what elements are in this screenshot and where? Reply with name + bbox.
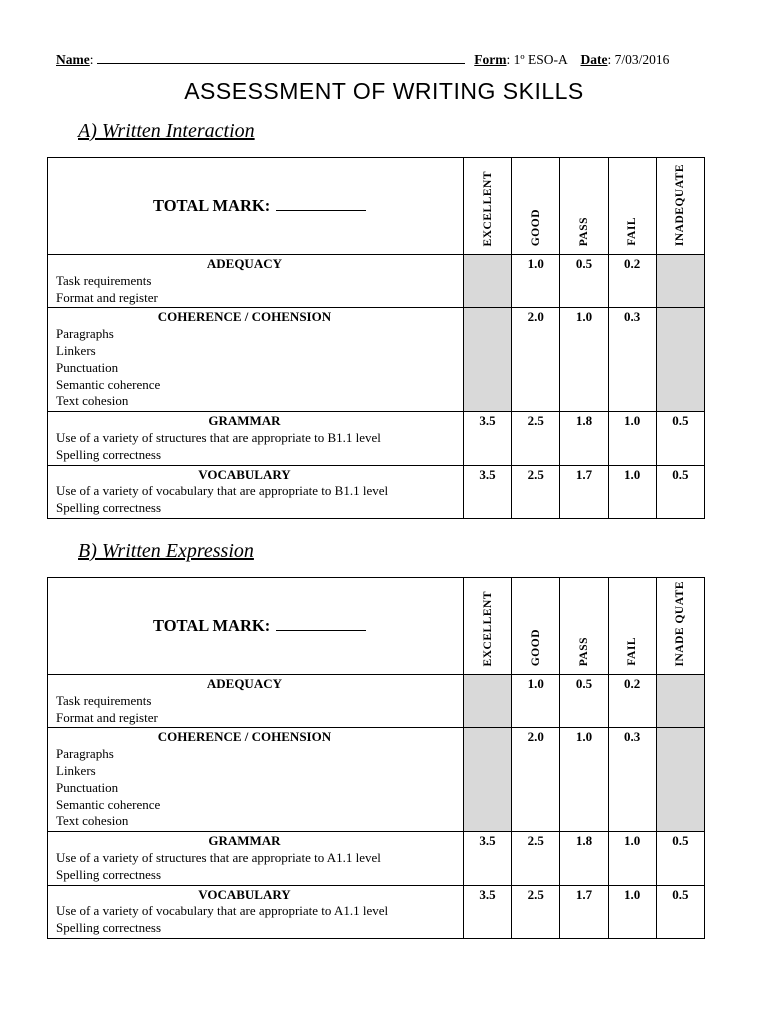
- column-header: [656, 158, 704, 255]
- section-a-heading: A) Written Interaction: [78, 120, 255, 142]
- criterion-item: Use of a variety of structures that are appropriate to A1.1 level: [56, 849, 381, 865]
- score-cell: 0.3: [608, 728, 656, 832]
- shaded-score-cell: [656, 255, 704, 308]
- form-label: Form: [474, 52, 507, 67]
- column-header: [512, 578, 560, 675]
- column-header-label: EXCELLENT: [481, 590, 494, 666]
- column-header: [656, 578, 704, 675]
- total-mark-label: TOTAL MARK:: [153, 616, 271, 635]
- table-row: [48, 412, 705, 465]
- column-header-label: FAIL: [626, 637, 639, 666]
- column-header: [512, 158, 560, 255]
- table-row: [48, 885, 705, 938]
- total-mark-label: TOTAL MARK:: [153, 196, 271, 215]
- criterion-name: COHERENCE / COHENSION: [157, 729, 332, 745]
- total-mark-field[interactable]: [276, 196, 366, 211]
- column-header: [560, 578, 608, 675]
- shaded-score-cell: [463, 308, 511, 412]
- column-header: [560, 158, 608, 255]
- header-line: Name: Form: 1º ESO-A Date: 7/03/2016: [56, 52, 670, 67]
- criterion-item: Format and register: [56, 289, 158, 305]
- criterion-name: ADEQUACY: [206, 256, 282, 271]
- column-header: [463, 158, 511, 255]
- score-cell: 1.0: [512, 675, 560, 728]
- score-cell: 1.7: [560, 885, 608, 938]
- name-label: Name: [56, 52, 90, 67]
- criterion-cell: [48, 832, 464, 885]
- criterion-item: Paragraphs: [56, 746, 114, 762]
- name-field[interactable]: [97, 51, 465, 64]
- criterion-item: Paragraphs: [56, 326, 114, 342]
- table-header-row: [48, 158, 705, 255]
- criterion-item: Use of a variety of vocabulary that are appropriate to B1.1 level: [56, 483, 389, 499]
- total-mark-cell: [48, 578, 464, 675]
- section-a-table: [47, 157, 705, 519]
- score-cell: 1.0: [512, 255, 560, 308]
- score-cell: 1.0: [608, 885, 656, 938]
- score-cell: 1.8: [560, 412, 608, 465]
- table-row: [48, 255, 705, 308]
- criterion-item: Linkers: [56, 342, 96, 358]
- date-label: Date: [580, 52, 608, 67]
- score-cell: 1.0: [560, 308, 608, 412]
- column-header-label: GOOD: [529, 208, 542, 246]
- score-cell: 1.0: [560, 728, 608, 832]
- criterion-item: Spelling correctness: [56, 866, 162, 882]
- score-cell: 0.5: [656, 465, 704, 518]
- score-cell: 0.2: [608, 255, 656, 308]
- score-cell: 2.0: [512, 308, 560, 412]
- score-cell: 2.5: [512, 832, 560, 885]
- criterion-cell: [48, 885, 464, 938]
- criterion-cell: [48, 675, 464, 728]
- score-cell: 1.8: [560, 832, 608, 885]
- criterion-cell: [48, 728, 464, 832]
- score-cell: 2.5: [512, 465, 560, 518]
- score-cell: 0.2: [608, 675, 656, 728]
- criterion-item: Format and register: [56, 709, 158, 725]
- table-row: [48, 728, 705, 832]
- table-header-row: [48, 578, 705, 675]
- score-cell: 1.0: [608, 412, 656, 465]
- criterion-name: GRAMMAR: [208, 833, 281, 849]
- score-cell: 3.5: [463, 832, 511, 885]
- criterion-item: Semantic coherence: [56, 796, 161, 812]
- score-cell: 2.5: [512, 885, 560, 938]
- column-header-label: INADE QUATE: [674, 580, 687, 666]
- date-value: 7/03/2016: [614, 52, 670, 67]
- score-cell: 2.5: [512, 412, 560, 465]
- criterion-item: Punctuation: [56, 779, 119, 795]
- shaded-score-cell: [463, 255, 511, 308]
- score-cell: 0.3: [608, 308, 656, 412]
- table-row: [48, 832, 705, 885]
- criterion-item: Text cohesion: [56, 813, 129, 829]
- section-b-table: [47, 577, 705, 939]
- column-header-label: INADEQUATE: [674, 163, 687, 246]
- total-mark-cell: [48, 158, 464, 255]
- score-cell: 0.5: [656, 832, 704, 885]
- score-cell: 0.5: [656, 412, 704, 465]
- criterion-item: Spelling correctness: [56, 500, 162, 516]
- table-row: [48, 308, 705, 412]
- criterion-name: GRAMMAR: [208, 413, 281, 429]
- score-cell: 3.5: [463, 885, 511, 938]
- criterion-item: Use of a variety of vocabulary that are appropriate to A1.1 level: [56, 903, 389, 919]
- criterion-cell: [48, 255, 464, 308]
- total-mark-field[interactable]: [276, 616, 366, 631]
- shaded-score-cell: [463, 675, 511, 728]
- criterion-cell: [48, 308, 464, 412]
- criterion-item: Task requirements: [56, 272, 152, 288]
- criterion-item: Semantic coherence: [56, 376, 161, 392]
- column-header-label: FAIL: [626, 217, 639, 246]
- criterion-name: ADEQUACY: [206, 676, 282, 691]
- score-cell: 0.5: [560, 675, 608, 728]
- shaded-score-cell: [656, 728, 704, 832]
- table-row: [48, 465, 705, 518]
- column-header-label: PASS: [577, 636, 590, 666]
- page-title: ASSESSMENT OF WRITING SKILLS: [184, 78, 584, 104]
- criterion-cell: [48, 412, 464, 465]
- criterion-item: Use of a variety of structures that are appropriate to B1.1 level: [56, 429, 381, 445]
- criterion-name: VOCABULARY: [198, 886, 291, 902]
- shaded-score-cell: [656, 675, 704, 728]
- column-header-label: GOOD: [529, 628, 542, 666]
- criterion-item: Linkers: [56, 762, 96, 778]
- column-header: [463, 578, 511, 675]
- score-cell: 2.0: [512, 728, 560, 832]
- score-cell: 1.0: [608, 832, 656, 885]
- shaded-score-cell: [463, 728, 511, 832]
- criterion-name: COHERENCE / COHENSION: [157, 309, 332, 325]
- column-header: [608, 578, 656, 675]
- column-header: [608, 158, 656, 255]
- score-cell: 1.0: [608, 465, 656, 518]
- score-cell: 0.5: [656, 885, 704, 938]
- score-cell: 0.5: [560, 255, 608, 308]
- criterion-item: Text cohesion: [56, 393, 129, 409]
- criterion-item: Spelling correctness: [56, 446, 162, 462]
- column-header-label: PASS: [577, 216, 590, 246]
- score-cell: 1.7: [560, 465, 608, 518]
- criterion-item: Punctuation: [56, 359, 119, 375]
- criterion-item: Task requirements: [56, 692, 152, 708]
- score-cell: 3.5: [463, 465, 511, 518]
- criterion-name: VOCABULARY: [198, 466, 291, 482]
- criterion-item: Spelling correctness: [56, 920, 162, 936]
- score-cell: 3.5: [463, 412, 511, 465]
- shaded-score-cell: [656, 308, 704, 412]
- section-b-heading: B) Written Expression: [78, 540, 254, 562]
- table-row: [48, 675, 705, 728]
- form-value: 1º ESO-A: [513, 52, 567, 67]
- column-header-label: EXCELLENT: [481, 170, 494, 246]
- criterion-cell: [48, 465, 464, 518]
